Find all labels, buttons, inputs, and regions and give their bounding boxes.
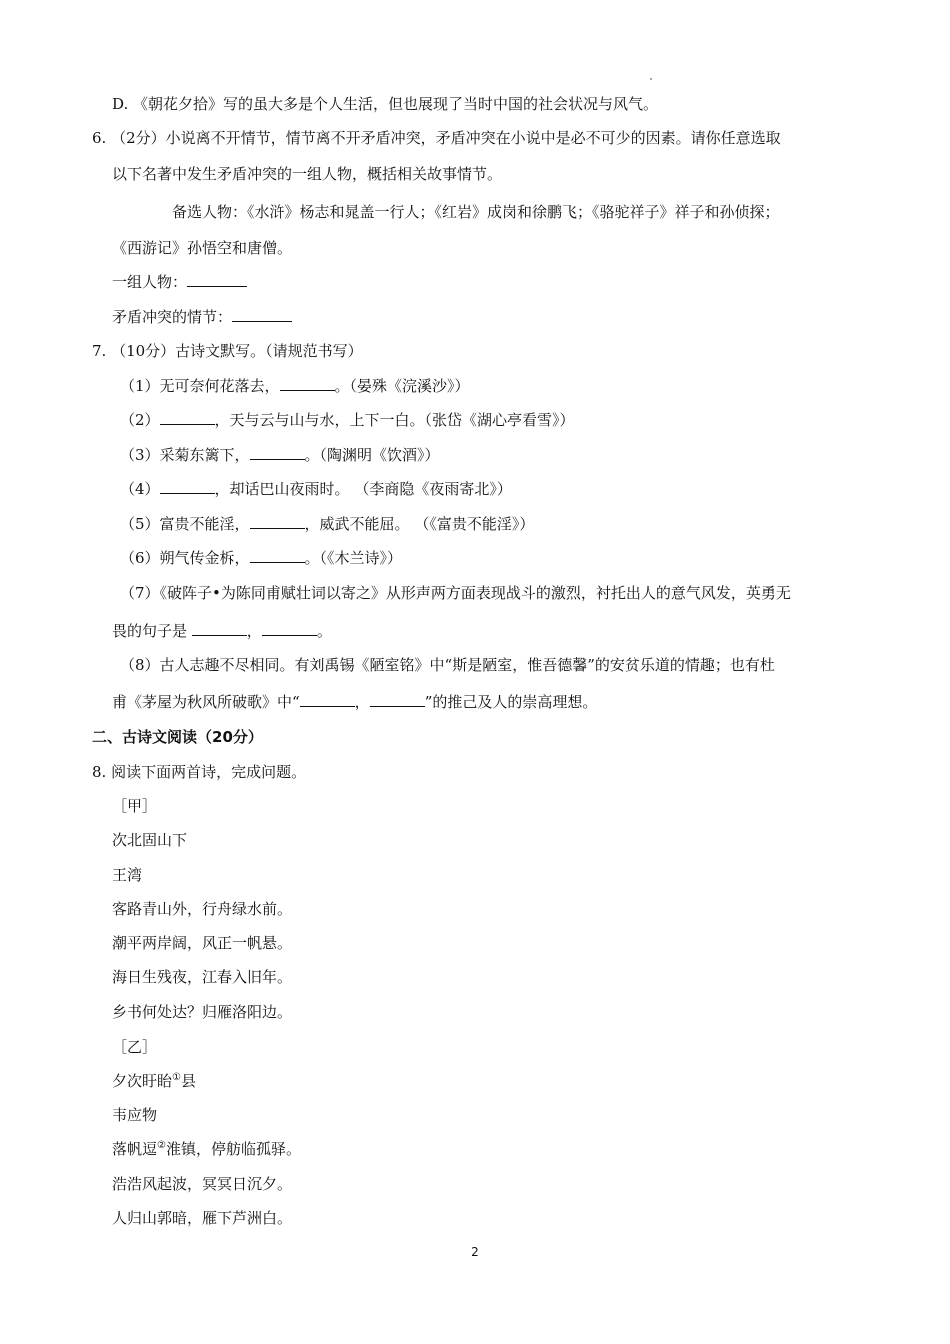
title-text: 夕次盱眙: [112, 1072, 173, 1090]
answer-blank[interactable]: [300, 692, 355, 707]
footnote-marker: ②: [157, 1140, 166, 1151]
question-7-prompt: 7. （10分）古诗文默写。（请规范书写）: [92, 342, 363, 360]
q7-item-1: [120, 376, 470, 396]
question-6-prompt-cont: 以下名著中发生矛盾冲突的一组人物，概括相关故事情节。: [112, 165, 503, 183]
item-text: 。: [316, 622, 332, 640]
title-text: 县: [180, 1072, 196, 1090]
item-text: （4）: [120, 480, 160, 498]
q7-item-2: [120, 410, 575, 430]
poem-a-line-2: 潮平两岸阔，风正一帆悬。: [112, 934, 293, 952]
item-text: 。（《木兰诗》）: [304, 549, 403, 567]
page-number: 2: [471, 1245, 479, 1259]
answer-blank[interactable]: [160, 479, 215, 494]
item-text: ，: [246, 622, 262, 640]
item-text: ，威武不能屈。 （《富贵不能淫》）: [304, 515, 535, 533]
item-text: （6）朔气传金柝，: [120, 549, 250, 567]
group-label: 一组人物：: [112, 273, 188, 291]
q7-item-3: [120, 445, 440, 465]
question-6-plot-answer: [112, 307, 292, 327]
poem-a-line-1: 客路青山外，行舟绿水前。: [112, 900, 293, 918]
poem-a-line-3: 海日生残夜，江春入旧年。: [112, 968, 293, 986]
item-text: （1）无可奈何花落去，: [120, 377, 280, 395]
option-d: D. 《朝花夕拾》写的虽大多是个人生活，但也展现了当时中国的社会状况与风气。: [112, 95, 659, 113]
section-2-heading: 二、古诗文阅读（20分）: [92, 728, 263, 746]
footnote-marker: ①: [172, 1072, 181, 1083]
q7-item-8-cont: [112, 692, 597, 712]
question-6-candidates: 备选人物：《水浒》杨志和晁盖一行人；《红岩》成岗和徐鹏飞；《骆驼祥子》祥子和孙侦探；: [172, 203, 780, 221]
poem-a-marker: ［甲］: [112, 797, 158, 815]
line-text: 淮镇，停舫临孤驿。: [165, 1140, 301, 1158]
answer-blank[interactable]: [232, 307, 292, 322]
poem-a-title: 次北固山下: [112, 831, 188, 849]
item-text: ，: [354, 693, 370, 711]
answer-blank[interactable]: [187, 272, 247, 287]
poem-b-marker: ［乙］: [112, 1038, 158, 1056]
plot-label: 矛盾冲突的情节：: [112, 308, 233, 326]
answer-blank[interactable]: [160, 410, 215, 425]
item-text: ，却话巴山夜雨时。 （李商隐《夜雨寄北》）: [214, 480, 512, 498]
poem-b-line-1: [112, 1139, 301, 1159]
answer-blank[interactable]: [370, 692, 425, 707]
item-text: 甫《茅屋为秋风所破歌》中“: [112, 693, 300, 711]
stray-dot: [650, 78, 652, 80]
item-text: （3）采菊东篱下，: [120, 446, 250, 464]
answer-blank[interactable]: [250, 445, 305, 460]
poem-b-line-3: 人归山郭暗，雁下芦洲白。: [112, 1209, 293, 1227]
answer-blank[interactable]: [262, 621, 317, 636]
item-text: 畏的句子是: [112, 622, 188, 640]
item-text: （5）富贵不能淫，: [120, 515, 250, 533]
item-text: 。（陶渊明《饮酒》）: [304, 446, 440, 464]
question-6-candidates-cont: 《西游记》孙悟空和唐僧。: [112, 239, 293, 257]
answer-blank[interactable]: [280, 376, 335, 391]
question-8-prompt: 8. 阅读下面两首诗，完成问题。: [92, 763, 307, 781]
q7-item-8: （8）古人志趣不尽相同。有刘禹锡《陋室铭》中“斯是陋室，惟吾德馨”的安贫乐道的情趣；也有杜: [120, 656, 775, 674]
item-text: （2）: [120, 411, 160, 429]
item-text: 。（晏殊《浣溪沙》）: [334, 377, 470, 395]
poem-b-author: 韦应物: [112, 1106, 158, 1124]
item-text: ，天与云与山与水，上下一白。（张岱《湖心亭看雪》）: [214, 411, 575, 429]
poem-b-line-2: 浩浩风起波，冥冥日沉夕。: [112, 1175, 293, 1193]
poem-a-author: 王湾: [112, 866, 143, 884]
answer-blank[interactable]: [250, 548, 305, 563]
question-6-prompt: 6. （2分）小说离不开情节，情节离不开矛盾冲突，矛盾冲突在小说中是必不可少的因素。请你任意选取: [92, 129, 781, 147]
q7-item-4: [120, 479, 512, 499]
q7-item-7-cont: [112, 621, 332, 641]
answer-blank[interactable]: [250, 514, 305, 529]
answer-blank[interactable]: [192, 621, 247, 636]
poem-b-title: [112, 1071, 196, 1091]
item-text: ”的推己及人的崇高理想。: [424, 693, 598, 711]
poem-a-line-4: 乡书何处达？归雁洛阳边。: [112, 1003, 293, 1021]
q7-item-7: （7）《破阵子•为陈同甫赋壮词以寄之》从形声两方面表现战斗的激烈，衬托出人的意气风发，英勇无: [120, 584, 791, 602]
line-text: 落帆逗: [112, 1140, 158, 1158]
question-6-group-answer: [112, 272, 247, 292]
q7-item-5: [120, 514, 534, 534]
q7-item-6: [120, 548, 402, 568]
